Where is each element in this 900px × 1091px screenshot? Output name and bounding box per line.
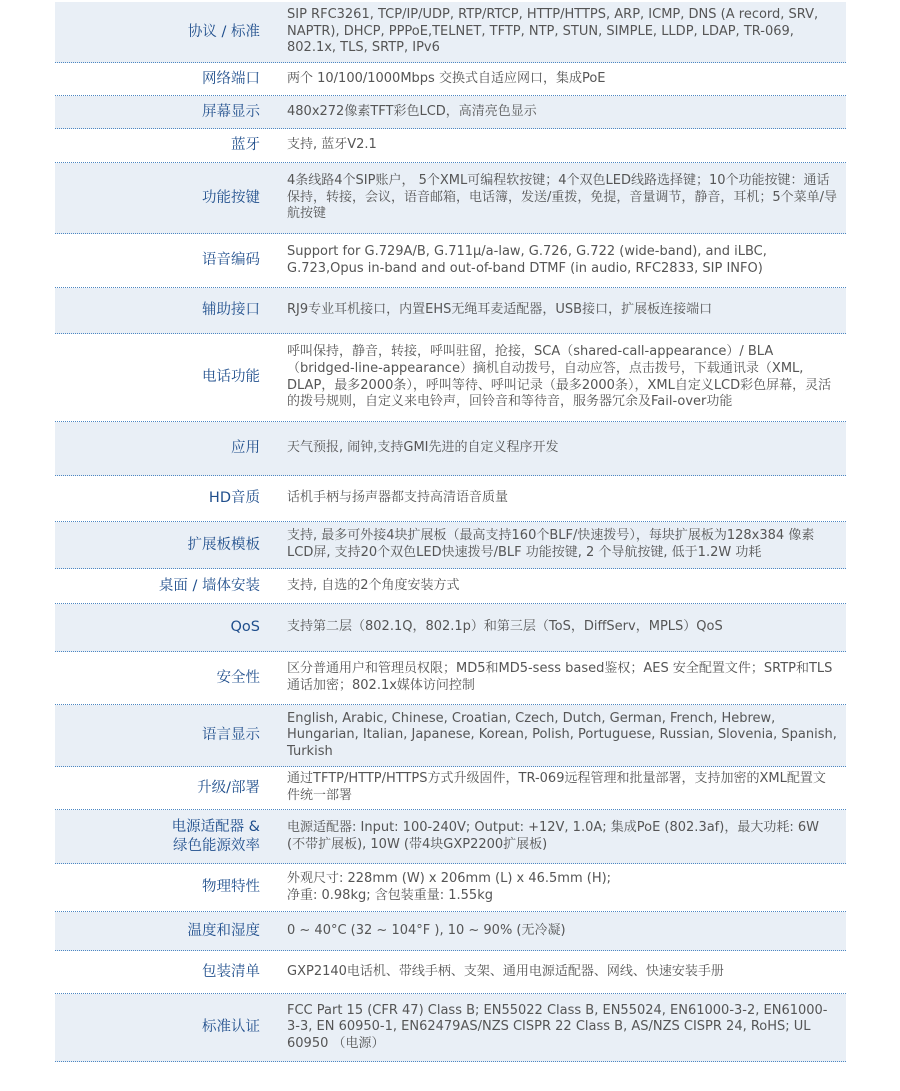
- spec-label: 蓝牙: [231, 137, 260, 154]
- spec-label: 电源适配器 & 绿色能源效率: [171, 819, 260, 854]
- spec-row-power: [55, 810, 846, 864]
- spec-label: 扩展板模板: [187, 536, 260, 553]
- spec-row-upgrade: [55, 767, 846, 810]
- spec-row-display: [55, 96, 846, 129]
- spec-value: 天气预报, 闹钟,支持GMI先进的自定义程序开发: [287, 440, 559, 456]
- spec-label: 功能按键: [202, 189, 260, 206]
- spec-label: 辅助接口: [202, 302, 260, 319]
- spec-label: 屏幕显示: [202, 103, 260, 120]
- spec-row-expansion-module: [55, 522, 846, 569]
- spec-label: 包装清单: [202, 963, 260, 980]
- spec-value: RJ9专业耳机接口，内置EHS无绳耳麦适配器，USB接口，扩展板连接端口: [287, 302, 713, 318]
- spec-label: 物理特性: [202, 879, 260, 896]
- spec-label: 应用: [231, 440, 260, 457]
- spec-value: 外观尺寸: 228mm (W) x 206mm (L) x 46.5mm (H); 净重: 0.98kg; 含包装重量: 1.55kg: [287, 870, 612, 903]
- spec-row-function-keys: [55, 163, 846, 234]
- spec-value: 支持, 最多可外接4块扩展板（最高支持160个BLF/快速拨号），每块扩展板为128x384 像素LCD屏, 支持20个双色LED快速拨号/BLF 功能按键, 2 个导航按键, 低于1.2W 功耗: [287, 528, 815, 560]
- spec-value: 呼叫保持，静音，转接，呼叫驻留，抢接，SCA（shared-call-appearance）/ BLA（bridged-line-appearance）摘机自动拨号，自动应答，点击拨号，下载通讯录（XML, DLAP，最多2000条），呼叫等待、呼叫记录（最多2000条），XML自定义LCD彩色屏幕，灵活的拨号规则，自定义来电铃声，回铃音和等待音，服务器冗余及Fail-over功能: [287, 344, 832, 410]
- spec-row-aux-ports: [55, 288, 846, 334]
- spec-label: 桌面 / 墙体安装: [158, 577, 260, 594]
- spec-value: 0 ~ 40°C (32 ~ 104°F ), 10 ~ 90% (无冷凝): [287, 922, 566, 938]
- spec-row-bluetooth: [55, 129, 846, 163]
- spec-label: 语言显示: [202, 727, 260, 744]
- spec-row-mounting: [55, 569, 846, 604]
- spec-label: 升级/部署: [197, 779, 260, 796]
- spec-label: QoS: [230, 619, 260, 636]
- spec-row-voice-codec: [55, 234, 846, 288]
- spec-label: 协议 / 标准: [187, 23, 260, 40]
- spec-value: 通过TFTP/HTTP/HTTPS方式升级固件，TR-069远程管理和批量部署，支持加密的XML配置文件统一部署: [287, 771, 826, 803]
- spec-label: 标准认证: [202, 1019, 260, 1036]
- spec-value: GXP2140电话机、带线手柄、支架、通用电源适配器、网线、快速安装手册: [287, 963, 724, 979]
- spec-value: 话机手柄与扬声器都支持高清语音质量: [287, 490, 509, 506]
- spec-label: 安全性: [216, 669, 260, 686]
- spec-row-package: [55, 951, 846, 994]
- spec-table: [55, 2, 846, 1062]
- spec-row-languages: [55, 705, 846, 767]
- spec-row-hd-audio: [55, 476, 846, 522]
- spec-row-applications: [55, 422, 846, 476]
- spec-value: 支持, 蓝牙V2.1: [287, 137, 377, 153]
- spec-value: FCC Part 15 (CFR 47) Class B; EN55022 Class B, EN55024, EN61000-3-2, EN61000-3-3, EN 60950-1, EN62479AS/NZS CISPR 22 Class B, AS/NZS CISPR 24, RoHS; UL 60950 （电源）: [287, 1002, 828, 1051]
- spec-row-protocol: [55, 2, 846, 63]
- spec-row-environment: [55, 912, 846, 951]
- spec-value: English, Arabic, Chinese, Croatian, Czech, Dutch, German, French, Hebrew, Hungarian, Italian, Japanese, Korean, Polish, Portuguese, Russian, Slovenia, Spanish, Turkish: [287, 710, 837, 759]
- spec-value: 支持第二层（802.1Q，802.1p）和第三层（ToS，DiffServ，MPLS）QoS: [287, 619, 723, 635]
- spec-row-physical: [55, 864, 846, 912]
- spec-value: 480x272像素TFT彩色LCD，高清亮色显示: [287, 103, 537, 119]
- spec-value: 区分普通用户和管理员权限；MD5和MD5-sess based鉴权；AES 安全配置文件；SRTP和TLS通话加密；802.1x媒体访问控制: [287, 661, 833, 693]
- spec-row-phone-features: [55, 334, 846, 422]
- spec-value: 支持, 自选的2个角度安装方式: [287, 577, 460, 593]
- spec-row-network-ports: [55, 63, 846, 96]
- spec-label: HD音质: [208, 490, 260, 507]
- spec-row-security: [55, 652, 846, 705]
- spec-value: 电源适配器: Input: 100-240V; Output: +12V, 1.0A; 集成PoE (802.3af)，最大功耗: 6W (不带扩展板), 10W (带4块GXP2200扩展板): [287, 819, 819, 852]
- spec-value: Support for G.729A/B, G.711μ/a-law, G.726, G.722 (wide-band), and iLBC, G.723,Opus in-band and out-of-band DTMF (in audio, RFC2833, SIP INFO): [287, 243, 767, 276]
- spec-value: 两个 10/100/1000Mbps 交换式自适应网口，集成PoE: [287, 70, 606, 86]
- spec-label: 语音编码: [202, 252, 260, 269]
- spec-value: SIP RFC3261, TCP/IP/UDP, RTP/RTCP, HTTP/HTTPS, ARP, ICMP, DNS (A record, SRV, NAPTR), DHCP, PPPoE,TELNET, TFTP, NTP, STUN, SIMPLE, LLDP, LDAP, TR-069, 802.1x, TLS, SRTP, IPv6: [287, 7, 819, 56]
- spec-row-qos: [55, 604, 846, 652]
- spec-value: 4条线路4个SIP账户， 5个XML可编程软按键；4个双色LED线路选择键；10个功能按键：通话保持，转接，会议，语音邮箱，电话簿，发送/重拨，免提，音量调节，静音，耳机；5个菜单/导航按键: [287, 173, 838, 222]
- spec-label: 网络端口: [202, 70, 260, 87]
- spec-label: 电话功能: [202, 369, 260, 386]
- spec-label: 温度和湿度: [187, 922, 260, 939]
- spec-row-certification: [55, 994, 846, 1062]
